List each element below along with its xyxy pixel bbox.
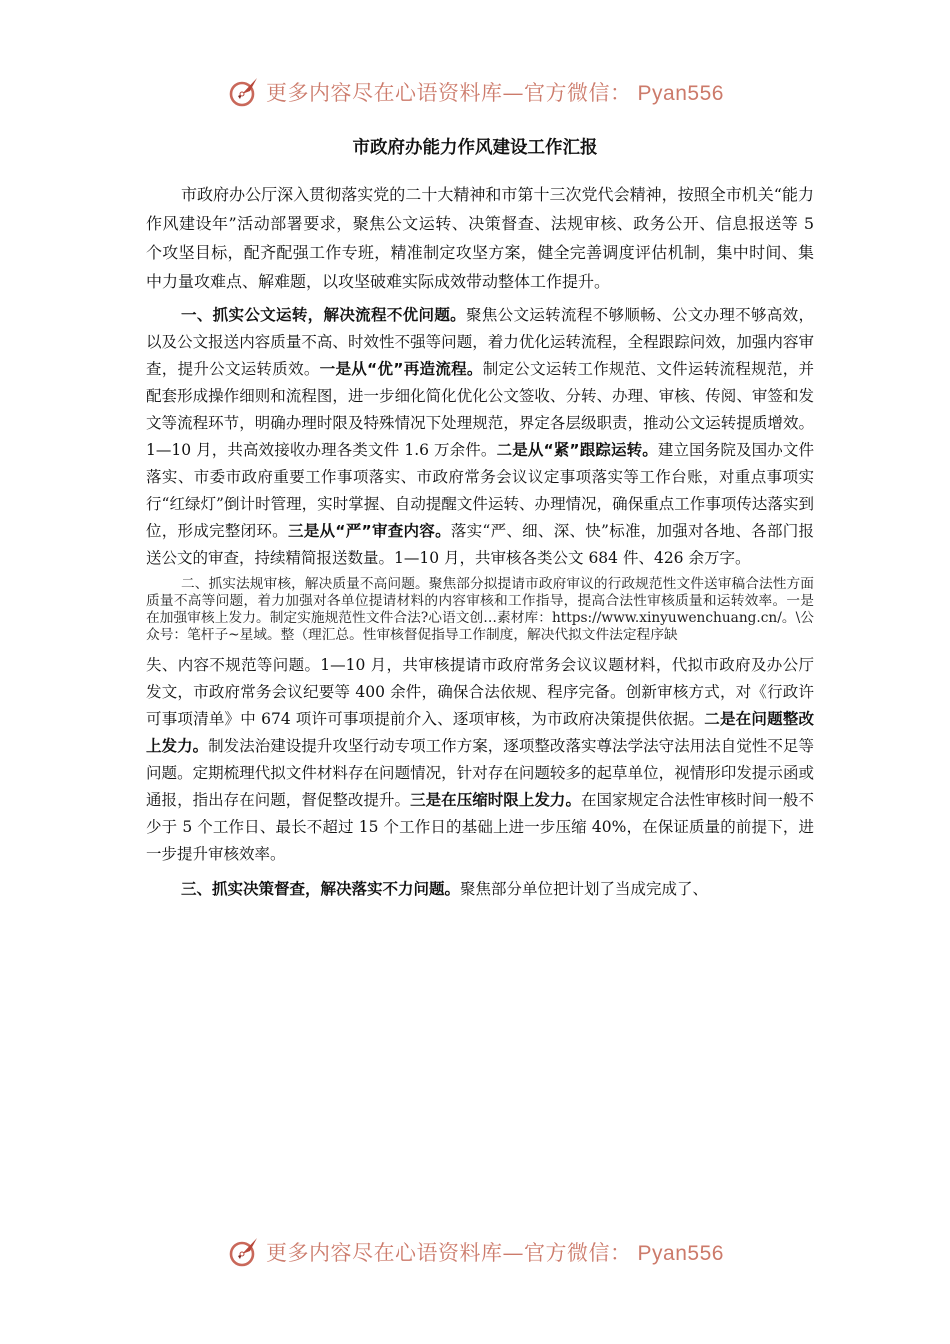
section-2-text-3: 在国家规定合法性审核时间一般不少于 5 个工作日、最长不超过 15 个工作日的基础上进一步压缩 40%，在保证质量的前提下，进一步提升审核效率。 [146, 791, 814, 863]
quill-logo-icon [226, 74, 262, 110]
watermark-text [266, 77, 724, 107]
watermark-label: 更多内容尽在心语资料库—官方微信： [266, 81, 632, 105]
watermark-wechat: Pyan556 [637, 82, 724, 105]
section-2-point-2: 二是在问题整改上发力。 [146, 710, 814, 755]
intro-paragraph: 市政府办公厅深入贯彻落实党的二十大精神和市第十三次党代会精神，按照全市机关“能力作风建设年”活动部署要求，聚焦公文运转、决策督查、法规审核、政务公开、信息报送等 5 个攻坚目标，配齐配强工作专班，精准制定攻坚方案，健全完善调度评估机制，集中时间、集中力量攻难点、解难题，以攻坚破难实际成效带动整体工作提升。 [146, 185, 814, 291]
section-2-small-paragraph: 二、抓实法规审核，解决质量不高问题。聚焦部分拟提请市政府审议的行政规范性文件送审稿合法性方面质量不高等问题，着力加强对各单位提请材料的内容审核和工作指导，提高合法性审核质量和运转效率。一是在加强审核上发力。制定实施规范性文件合法?心语文创…素材库：https://www.xinyuwenchuang.cn/。\公众号：笔杆子~星域。整（理汇总。性审核督促指导工作制度，解决代拟文件法定程序缺 [146, 576, 814, 643]
watermark-wechat: Pyan556 [637, 1242, 724, 1265]
document-body [146, 180, 814, 903]
section-2-text-2: 制发法治建设提升攻坚行动专项工作方案，逐项整改落实尊法学法守法用法自觉性不足等问题。定期梳理代拟文件材料存在问题情况，针对存在问题较多的起草单位，视情形印发提示函或通报，指出存在问题，督促整改提升。 [146, 737, 814, 809]
section-1-point-1: 一是从“优”再造流程。 [319, 360, 483, 378]
section-1-text-3: 建立国务院及国办文件落实、市委市政府重要工作事项落实、市政府常务会议议定事项落实等工作台账，对重点事项实行“红绿灯”倒计时管理，实时掌握、自动提醒文件运转、办理情况，确保重点工作事项传达落实到位，形成完整闭环。 [146, 441, 814, 540]
watermark-banner-top [0, 72, 950, 112]
section-1-point-2: 二是从“紧”跟踪运转。 [496, 441, 658, 459]
section-2-point-3: 三是在压缩时限上发力。 [410, 791, 581, 809]
section-3-heading: 三、抓实决策督查，解决落实不力问题。 [181, 880, 461, 898]
watermark-label: 更多内容尽在心语资料库—官方微信： [266, 1241, 632, 1265]
quill-logo-icon [226, 1234, 262, 1270]
watermark-banner-bottom [0, 1232, 950, 1272]
section-3-text-1: 聚焦部分单位把计划了当成完成了、 [460, 880, 709, 898]
section-1-text-2: 制定公文运转工作规范、文件运转流程规范，并配套形成操作细则和流程图，进一步细化简化优化公文签收、分转、办理、审核、传阅、审签和发文等流程环节，明确办理时限及特殊情况下处理规范，界定各层级职责，推动公文运转提质增效。1—10 月，共高效接收办理各类文件 1.6 万余件。 [146, 360, 814, 459]
section-1-text-1: 聚焦公文运转流程不够顺畅、公文办理不够高效，以及公文报送内容质量不高、时效性不强等问题，着力优化运转流程，全程跟踪问效，加强内容审查，提升公文运转质效。 [146, 306, 814, 378]
section-1-point-3: 三是从“严”审查内容。 [287, 522, 451, 540]
section-1-text-4: 落实“严、细、深、快”标准，加强对各地、各部门报送公文的审查，持续精简报送数量。1—10 月，共审核各类公文 684 件、426 余万字。 [146, 522, 814, 567]
section-3-paragraph [146, 876, 814, 903]
section-1-paragraph [146, 302, 814, 572]
section-2-text-1: 失、内容不规范等问题。1—10 月，共审核提请市政府常务会议议题材料，代拟市政府及办公厅发文，市政府常务会议纪要等 400 余件，确保合法依规、程序完备。创新审核方式，对《行政许可事项清单》中 674 项许可事项提前介入、逐项审核，为市政府决策提供依据。 [146, 656, 814, 728]
section-2-paragraph [146, 652, 814, 868]
document-title: 市政府办能力作风建设工作汇报 [352, 138, 598, 158]
watermark-text [266, 1237, 724, 1267]
section-1-heading: 一、抓实公文运转，解决流程不优问题。 [181, 306, 466, 324]
